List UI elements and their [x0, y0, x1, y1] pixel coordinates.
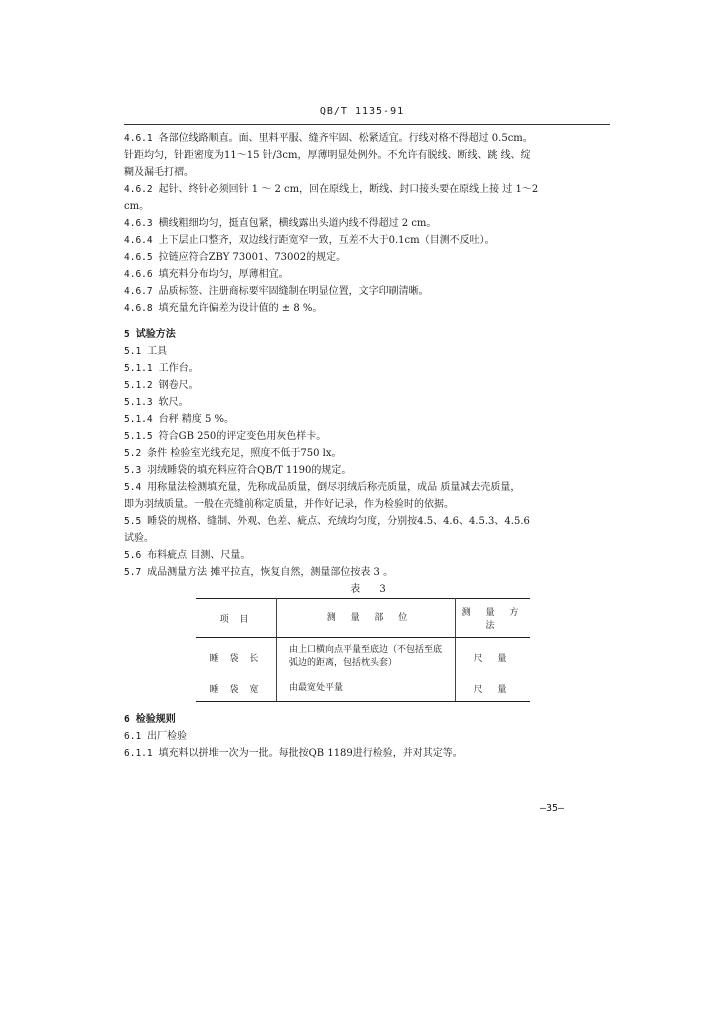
paragraph-line	[124, 360, 612, 377]
paragraph-line	[124, 428, 612, 445]
clause-text: 填充料分布均匀，厚薄相宜。	[158, 269, 289, 280]
section-5-paragraphs	[124, 326, 612, 581]
clause-text: 糊及漏毛打褶。	[124, 167, 194, 178]
paragraph-line	[124, 411, 612, 428]
clause-text: 各部位线路顺直。面、里料平服、缝齐牢固、松紧适宜。行线对格不得超过 0.5cm。	[158, 133, 533, 144]
paragraph-line	[124, 745, 612, 762]
table-row	[196, 676, 530, 702]
table-3-title: 表 3	[350, 584, 394, 595]
paragraph-line	[124, 164, 612, 181]
paragraph-line	[124, 343, 612, 360]
section-6-paragraphs	[124, 711, 612, 762]
table-header-row	[196, 599, 530, 638]
paragraph-line	[124, 130, 612, 147]
spacer	[124, 317, 612, 326]
paragraph-line	[124, 711, 612, 728]
clause-number: 4.6.2	[124, 184, 153, 195]
header-rule	[124, 124, 610, 125]
clause-number: 5.1.2	[124, 380, 153, 391]
clause-text: 即为羽绒质量。一般在壳缝前称定质量，并作好记录，作为检验时的依据。	[124, 499, 454, 510]
clause-text: 针距均匀，针距密度为11～15 针/3cm，厚薄明显处例外。不允许有脱线、断线、跳 线、绽	[124, 150, 531, 161]
clause-number: 4.6.6	[124, 269, 153, 280]
clause-text: 钢卷尺。	[158, 380, 199, 391]
clause-number: 6.1	[124, 731, 142, 742]
clause-number: 4.6.8	[124, 303, 153, 314]
paragraph-line	[124, 394, 612, 411]
clause-text: 填充量允许偏差为设计值的 ± 8 %。	[158, 303, 323, 314]
table-header-method: 测 量 方 法	[456, 599, 531, 638]
spacer	[124, 702, 612, 711]
paragraph-line	[124, 547, 612, 564]
section-4-6-paragraphs	[124, 130, 612, 317]
table-header-item: 项 目	[196, 599, 277, 638]
clause-text: cm。	[124, 201, 150, 212]
clause-number: 6.1.1	[124, 748, 153, 759]
table-cell-method: 尺 量	[473, 653, 513, 664]
clause-number: 5.1.5	[124, 431, 153, 442]
clause-number: 5.4	[124, 482, 142, 493]
paragraph-line	[124, 326, 612, 343]
paragraph-line	[124, 496, 612, 513]
table-cell-part-line: 由上口横向点平量至底边（不包括至底	[289, 645, 443, 655]
paragraph-line	[124, 377, 612, 394]
paragraph-line	[124, 181, 612, 198]
paragraph-line	[124, 198, 612, 215]
paragraph-line	[124, 249, 612, 266]
clause-number: 4.6.1	[124, 133, 153, 144]
clause-text: 条件 检验室光线充足，照度不低于750 lx。	[147, 448, 342, 459]
paragraph-line	[124, 445, 612, 462]
table-cell-part-line: 弧边的距离，包括枕头套）	[289, 658, 398, 668]
clause-text: 符合GB 250的评定变色用灰色样卡。	[158, 431, 327, 442]
table-cell-part	[277, 676, 456, 702]
table-cell-part-line: 由最宽处平量	[289, 683, 344, 693]
clause-text: 上下层止口整齐，双边线行距宽窄一致，互差不大于0.1cm（目测不反吐）。	[158, 235, 495, 246]
clause-number: 5.7	[124, 567, 142, 578]
clause-number: 5.1.4	[124, 414, 153, 425]
clause-text: 品质标签、注册商标要牢固缝制在明显位置，文字印刷清晰。	[158, 286, 429, 297]
clause-text: 工具	[147, 346, 168, 357]
paragraph-line	[124, 147, 612, 164]
paragraph-line	[124, 462, 612, 479]
paragraph-line	[124, 232, 612, 249]
clause-number: 5.2	[124, 448, 142, 459]
clause-text: 出厂检验	[147, 731, 188, 742]
clause-text: 羽绒睡袋的填充料应符合QB/T 1190的规定。	[147, 465, 352, 476]
clause-text: 台秤 精度 5 %。	[158, 414, 235, 425]
clause-number: 4.6.4	[124, 235, 153, 246]
clause-number: 4.6.3	[124, 218, 153, 229]
clause-text: 工作台。	[158, 363, 199, 374]
page-number: —35—	[540, 803, 565, 814]
paragraph-line	[124, 283, 612, 300]
paragraph-line	[124, 728, 612, 745]
document-body	[124, 130, 612, 762]
paragraph-line	[124, 530, 612, 547]
table-cell-method: 尺 量	[456, 676, 531, 702]
paragraph-line	[124, 564, 612, 581]
clause-text: 试验。	[124, 533, 154, 544]
clause-number: 6	[124, 714, 130, 725]
paragraph-line	[124, 300, 612, 317]
table-3	[196, 598, 530, 702]
paragraph-line	[124, 266, 612, 283]
table-header-part: 测 量 部 位	[277, 599, 456, 638]
clause-text: 布料疵点 目测、尺量。	[147, 550, 251, 561]
clause-text: 起针、终针必须回针 1 ～ 2 cm，回在原线上，断线、封口接头要在原线上接 过 1～2	[158, 184, 539, 195]
clause-text: 软尺。	[158, 397, 189, 408]
clause-text: 拉链应符合ZBY 73001、73002的规定。	[158, 252, 347, 263]
paragraph-line	[124, 513, 612, 530]
clause-number: 4.6.5	[124, 252, 153, 263]
clause-text: 睡袋的规格、缝制、外观、色差、疵点、充绒均匀度，分别按4.5、4.6、4.5.3、4.5.6	[147, 516, 530, 527]
table-cell-part	[277, 638, 456, 677]
clause-number: 5.3	[124, 465, 142, 476]
clause-text: 试验方法	[135, 329, 176, 340]
clause-number: 4.6.7	[124, 286, 153, 297]
table-row	[196, 638, 530, 677]
clause-text: 用称量法检测填充量，先称成品质量，倒尽羽绒后称壳质量，成品 质量减去壳质量，	[147, 482, 521, 493]
paragraph-line	[124, 215, 612, 232]
clause-number: 5.6	[124, 550, 142, 561]
page-header-code: QB/T 1135-91	[319, 106, 405, 117]
clause-text: 检验规则	[135, 714, 176, 725]
clause-number: 5.5	[124, 516, 142, 527]
clause-text: 成品测量方法 摊平拉直，恢复自然，测量部位按表 3 。	[147, 567, 394, 578]
table-cell-item: 睡 袋 长	[196, 638, 277, 677]
clause-number: 5.1.3	[124, 397, 153, 408]
table-cell-item: 睡 袋 宽	[196, 676, 277, 702]
clause-text: 横线粗细均匀，挺直包紧，横线露出头道内线不得超过 2 cm。	[158, 218, 437, 229]
clause-number: 5	[124, 329, 130, 340]
clause-text: 填充料以拼堆一次为一批。每批按QB 1189进行检验，并对其定等。	[158, 748, 463, 759]
clause-number: 5.1	[124, 346, 142, 357]
paragraph-line	[124, 479, 612, 496]
clause-number: 5.1.1	[124, 363, 153, 374]
